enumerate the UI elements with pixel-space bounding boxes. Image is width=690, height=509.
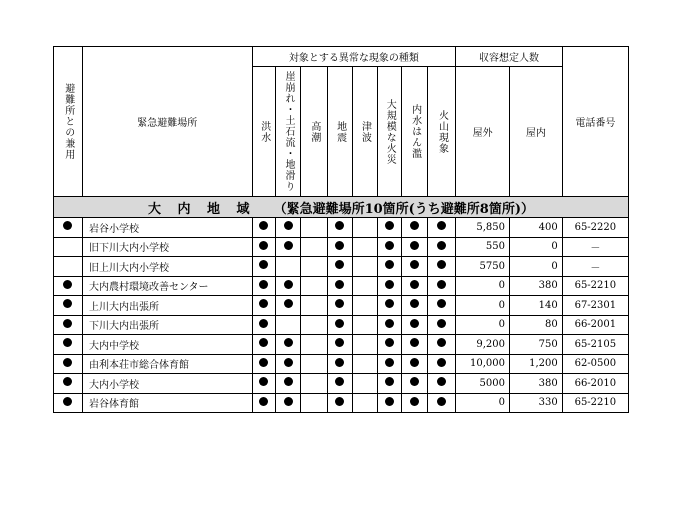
hazard-mark-cell <box>276 354 301 374</box>
indoor-capacity: 0 <box>509 237 562 257</box>
hazard-mark-cell <box>377 354 402 374</box>
filled-circle-icon <box>385 241 394 250</box>
filled-circle-icon <box>259 221 268 230</box>
hazard-mark-cell <box>328 296 353 316</box>
filled-circle-icon <box>284 280 293 289</box>
hazard-mark-cell <box>377 296 402 316</box>
hazard-mark-cell <box>252 374 276 394</box>
table-row <box>54 335 629 355</box>
outdoor-capacity: 550 <box>456 237 510 257</box>
phone-number: 62-0500 <box>562 354 628 374</box>
hazard-mark-cell <box>352 374 377 394</box>
hazard-mark-cell <box>402 315 428 335</box>
hazard-header-volcano: 火山現象 <box>428 67 456 197</box>
filled-circle-icon <box>437 260 446 269</box>
phone-number: 65-2210 <box>562 393 628 413</box>
indoor-capacity: 380 <box>509 276 562 296</box>
hazard-mark-cell <box>428 374 456 394</box>
hazard-mark-cell <box>301 218 328 238</box>
hazard-mark-cell <box>276 296 301 316</box>
capacity-group-header: 収容想定人数 <box>456 47 563 67</box>
table-row <box>54 218 629 238</box>
indoor-capacity: 0 <box>509 257 562 277</box>
indoor-capacity: 1,200 <box>509 354 562 374</box>
filled-circle-icon <box>335 397 344 406</box>
filled-circle-icon <box>259 319 268 328</box>
outdoor-capacity: 9,200 <box>456 335 510 355</box>
table-body <box>54 218 629 413</box>
outdoor-capacity: 5,850 <box>456 218 510 238</box>
hazard-header-landslide: 崖崩れ・土石流・地滑り <box>276 67 301 197</box>
outdoor-capacity: 0 <box>456 393 510 413</box>
hazard-mark-cell <box>402 237 428 257</box>
site-name: 岩谷小学校 <box>82 218 252 238</box>
filled-circle-icon <box>410 338 419 347</box>
filled-circle-icon <box>335 358 344 367</box>
filled-circle-icon <box>437 319 446 328</box>
filled-circle-icon <box>63 397 72 406</box>
shelter-mark-cell <box>54 315 83 335</box>
hazard-mark-cell <box>428 315 456 335</box>
filled-circle-icon <box>284 358 293 367</box>
hazard-mark-cell <box>352 218 377 238</box>
filled-circle-icon <box>437 397 446 406</box>
hazard-mark-cell <box>402 276 428 296</box>
filled-circle-icon <box>284 241 293 250</box>
hazard-mark-cell <box>402 257 428 277</box>
table-row <box>54 315 629 335</box>
hazard-mark-cell <box>428 354 456 374</box>
phone-number: － <box>562 257 628 277</box>
hazard-mark-cell <box>328 276 353 296</box>
outdoor-capacity: 5000 <box>456 374 510 394</box>
site-name: 上川大内出張所 <box>82 296 252 316</box>
filled-circle-icon <box>410 221 419 230</box>
region-row <box>54 197 629 218</box>
filled-circle-icon <box>259 397 268 406</box>
site-name: 下川大内出張所 <box>82 315 252 335</box>
hazard-group-header: 対象とする異常な現象の種類 <box>252 47 456 67</box>
filled-circle-icon <box>410 280 419 289</box>
outdoor-capacity: 0 <box>456 315 510 335</box>
filled-circle-icon <box>410 319 419 328</box>
site-name: 旧上川大内小学校 <box>82 257 252 277</box>
filled-circle-icon <box>385 221 394 230</box>
filled-circle-icon <box>335 319 344 328</box>
hazard-header-tsunami: 津波 <box>352 67 377 197</box>
hazard-mark-cell <box>276 218 301 238</box>
filled-circle-icon <box>437 241 446 250</box>
hazard-mark-cell <box>352 276 377 296</box>
hazard-mark-cell <box>276 315 301 335</box>
shelter-mark-cell <box>54 393 83 413</box>
hazard-header-earthquake: 地震 <box>328 67 353 197</box>
filled-circle-icon <box>385 280 394 289</box>
filled-circle-icon <box>259 299 268 308</box>
filled-circle-icon <box>385 338 394 347</box>
hazard-mark-cell <box>352 393 377 413</box>
indoor-capacity: 80 <box>509 315 562 335</box>
hazard-mark-cell <box>252 237 276 257</box>
indoor-header: 屋内 <box>509 67 562 197</box>
filled-circle-icon <box>335 280 344 289</box>
indoor-capacity: 400 <box>509 218 562 238</box>
hazard-mark-cell <box>301 276 328 296</box>
shelter-mark-cell <box>54 257 83 277</box>
hazard-mark-cell <box>301 393 328 413</box>
region-title <box>54 197 629 218</box>
filled-circle-icon <box>335 241 344 250</box>
filled-circle-icon <box>437 280 446 289</box>
filled-circle-icon <box>259 377 268 386</box>
filled-circle-icon <box>284 338 293 347</box>
filled-circle-icon <box>63 377 72 386</box>
phone-number: 66-2001 <box>562 315 628 335</box>
name-header: 緊急避難場所 <box>82 47 252 197</box>
filled-circle-icon <box>410 260 419 269</box>
hazard-mark-cell <box>301 237 328 257</box>
hazard-header-flood: 洪水 <box>252 67 276 197</box>
shelter-mark-cell <box>54 218 83 238</box>
hazard-mark-cell <box>428 276 456 296</box>
header-row-1 <box>54 47 629 67</box>
hazard-mark-cell <box>402 393 428 413</box>
hazard-mark-cell <box>301 315 328 335</box>
hazard-mark-cell <box>428 218 456 238</box>
phone-number: 65-2105 <box>562 335 628 355</box>
site-name: 旧下川大内小学校 <box>82 237 252 257</box>
hazard-mark-cell <box>328 393 353 413</box>
hazard-mark-cell <box>276 237 301 257</box>
indoor-capacity: 750 <box>509 335 562 355</box>
hazard-mark-cell <box>377 276 402 296</box>
phone-number: 65-2210 <box>562 276 628 296</box>
table-row <box>54 237 629 257</box>
hazard-mark-cell <box>276 374 301 394</box>
hazard-mark-cell <box>377 374 402 394</box>
hazard-mark-cell <box>402 354 428 374</box>
hazard-mark-cell <box>252 393 276 413</box>
site-name: 大内農村環境改善センター <box>82 276 252 296</box>
site-name: 大内小学校 <box>82 374 252 394</box>
table-row <box>54 276 629 296</box>
filled-circle-icon <box>63 299 72 308</box>
filled-circle-icon <box>410 299 419 308</box>
hazard-header-storm-surge: 高潮 <box>301 67 328 197</box>
indoor-capacity: 140 <box>509 296 562 316</box>
hazard-mark-cell <box>428 296 456 316</box>
table-row <box>54 257 629 277</box>
hazard-mark-cell <box>328 237 353 257</box>
hazard-mark-cell <box>328 374 353 394</box>
hazard-mark-cell <box>252 296 276 316</box>
cooperative-header: 避難所との兼用 <box>54 47 83 197</box>
hazard-mark-cell <box>352 296 377 316</box>
filled-circle-icon <box>259 260 268 269</box>
hazard-mark-cell <box>402 218 428 238</box>
hazard-mark-cell <box>301 374 328 394</box>
filled-circle-icon <box>385 377 394 386</box>
hazard-mark-cell <box>352 335 377 355</box>
region-detail: （緊急避難場所10箇所(うち避難所8箇所)） <box>273 201 535 217</box>
filled-circle-icon <box>437 299 446 308</box>
filled-circle-icon <box>335 221 344 230</box>
filled-circle-icon <box>335 338 344 347</box>
shelter-mark-cell <box>54 296 83 316</box>
hazard-mark-cell <box>252 218 276 238</box>
hazard-mark-cell <box>328 257 353 277</box>
hazard-mark-cell <box>377 218 402 238</box>
phone-number: 66-2010 <box>562 374 628 394</box>
filled-circle-icon <box>259 338 268 347</box>
hazard-header-large-fire: 大規模な火災 <box>377 67 402 197</box>
filled-circle-icon <box>284 299 293 308</box>
table-row <box>54 296 629 316</box>
hazard-mark-cell <box>252 335 276 355</box>
hazard-mark-cell <box>301 335 328 355</box>
hazard-mark-cell <box>276 276 301 296</box>
shelter-mark-cell <box>54 335 83 355</box>
filled-circle-icon <box>284 221 293 230</box>
filled-circle-icon <box>410 241 419 250</box>
hazard-mark-cell <box>301 354 328 374</box>
table-row <box>54 393 629 413</box>
filled-circle-icon <box>259 358 268 367</box>
hazard-mark-cell <box>352 354 377 374</box>
hazard-mark-cell <box>428 237 456 257</box>
indoor-capacity: 330 <box>509 393 562 413</box>
filled-circle-icon <box>385 260 394 269</box>
filled-circle-icon <box>335 260 344 269</box>
hazard-mark-cell <box>301 296 328 316</box>
shelter-mark-cell <box>54 374 83 394</box>
phone-number: 67-2301 <box>562 296 628 316</box>
shelter-mark-cell <box>54 354 83 374</box>
hazard-mark-cell <box>402 374 428 394</box>
hazard-mark-cell <box>252 315 276 335</box>
filled-circle-icon <box>335 377 344 386</box>
site-name: 岩谷体育館 <box>82 393 252 413</box>
filled-circle-icon <box>385 358 394 367</box>
filled-circle-icon <box>385 299 394 308</box>
hazard-mark-cell <box>377 237 402 257</box>
hazard-mark-cell <box>328 354 353 374</box>
filled-circle-icon <box>335 299 344 308</box>
filled-circle-icon <box>385 319 394 328</box>
outdoor-header: 屋外 <box>456 67 510 197</box>
hazard-mark-cell <box>377 257 402 277</box>
region-label: 大 内 地 域 <box>147 201 256 217</box>
hazard-mark-cell <box>352 315 377 335</box>
hazard-mark-cell <box>428 393 456 413</box>
filled-circle-icon <box>410 397 419 406</box>
hazard-mark-cell <box>402 296 428 316</box>
filled-circle-icon <box>63 221 72 230</box>
hazard-mark-cell <box>276 257 301 277</box>
hazard-mark-cell <box>328 335 353 355</box>
filled-circle-icon <box>410 358 419 367</box>
hazard-mark-cell <box>377 335 402 355</box>
evacuation-table <box>53 46 629 413</box>
hazard-mark-cell <box>377 315 402 335</box>
outdoor-capacity: 10,000 <box>456 354 510 374</box>
filled-circle-icon <box>63 358 72 367</box>
phone-number: － <box>562 237 628 257</box>
hazard-mark-cell <box>252 354 276 374</box>
hazard-mark-cell <box>301 257 328 277</box>
filled-circle-icon <box>385 397 394 406</box>
hazard-header-inland-flood: 内水はん濫 <box>402 67 428 197</box>
table-row <box>54 374 629 394</box>
filled-circle-icon <box>63 280 72 289</box>
outdoor-capacity: 5750 <box>456 257 510 277</box>
filled-circle-icon <box>437 338 446 347</box>
site-name: 大内中学校 <box>82 335 252 355</box>
filled-circle-icon <box>437 221 446 230</box>
hazard-mark-cell <box>328 315 353 335</box>
outdoor-capacity: 0 <box>456 276 510 296</box>
filled-circle-icon <box>410 377 419 386</box>
hazard-mark-cell <box>276 393 301 413</box>
hazard-mark-cell <box>252 257 276 277</box>
indoor-capacity: 380 <box>509 374 562 394</box>
filled-circle-icon <box>259 241 268 250</box>
hazard-mark-cell <box>402 335 428 355</box>
filled-circle-icon <box>63 338 72 347</box>
filled-circle-icon <box>63 319 72 328</box>
table-row <box>54 354 629 374</box>
hazard-mark-cell <box>276 335 301 355</box>
filled-circle-icon <box>284 397 293 406</box>
hazard-mark-cell <box>352 237 377 257</box>
filled-circle-icon <box>259 280 268 289</box>
hazard-mark-cell <box>328 218 353 238</box>
hazard-mark-cell <box>428 257 456 277</box>
hazard-mark-cell <box>377 393 402 413</box>
site-name: 由利本荘市総合体育館 <box>82 354 252 374</box>
filled-circle-icon <box>437 377 446 386</box>
hazard-mark-cell <box>352 257 377 277</box>
phone-header: 電話番号 <box>562 47 628 197</box>
phone-number: 65-2220 <box>562 218 628 238</box>
hazard-mark-cell <box>252 276 276 296</box>
filled-circle-icon <box>437 358 446 367</box>
outdoor-capacity: 0 <box>456 296 510 316</box>
hazard-mark-cell <box>428 335 456 355</box>
filled-circle-icon <box>284 377 293 386</box>
shelter-mark-cell <box>54 237 83 257</box>
shelter-mark-cell <box>54 276 83 296</box>
